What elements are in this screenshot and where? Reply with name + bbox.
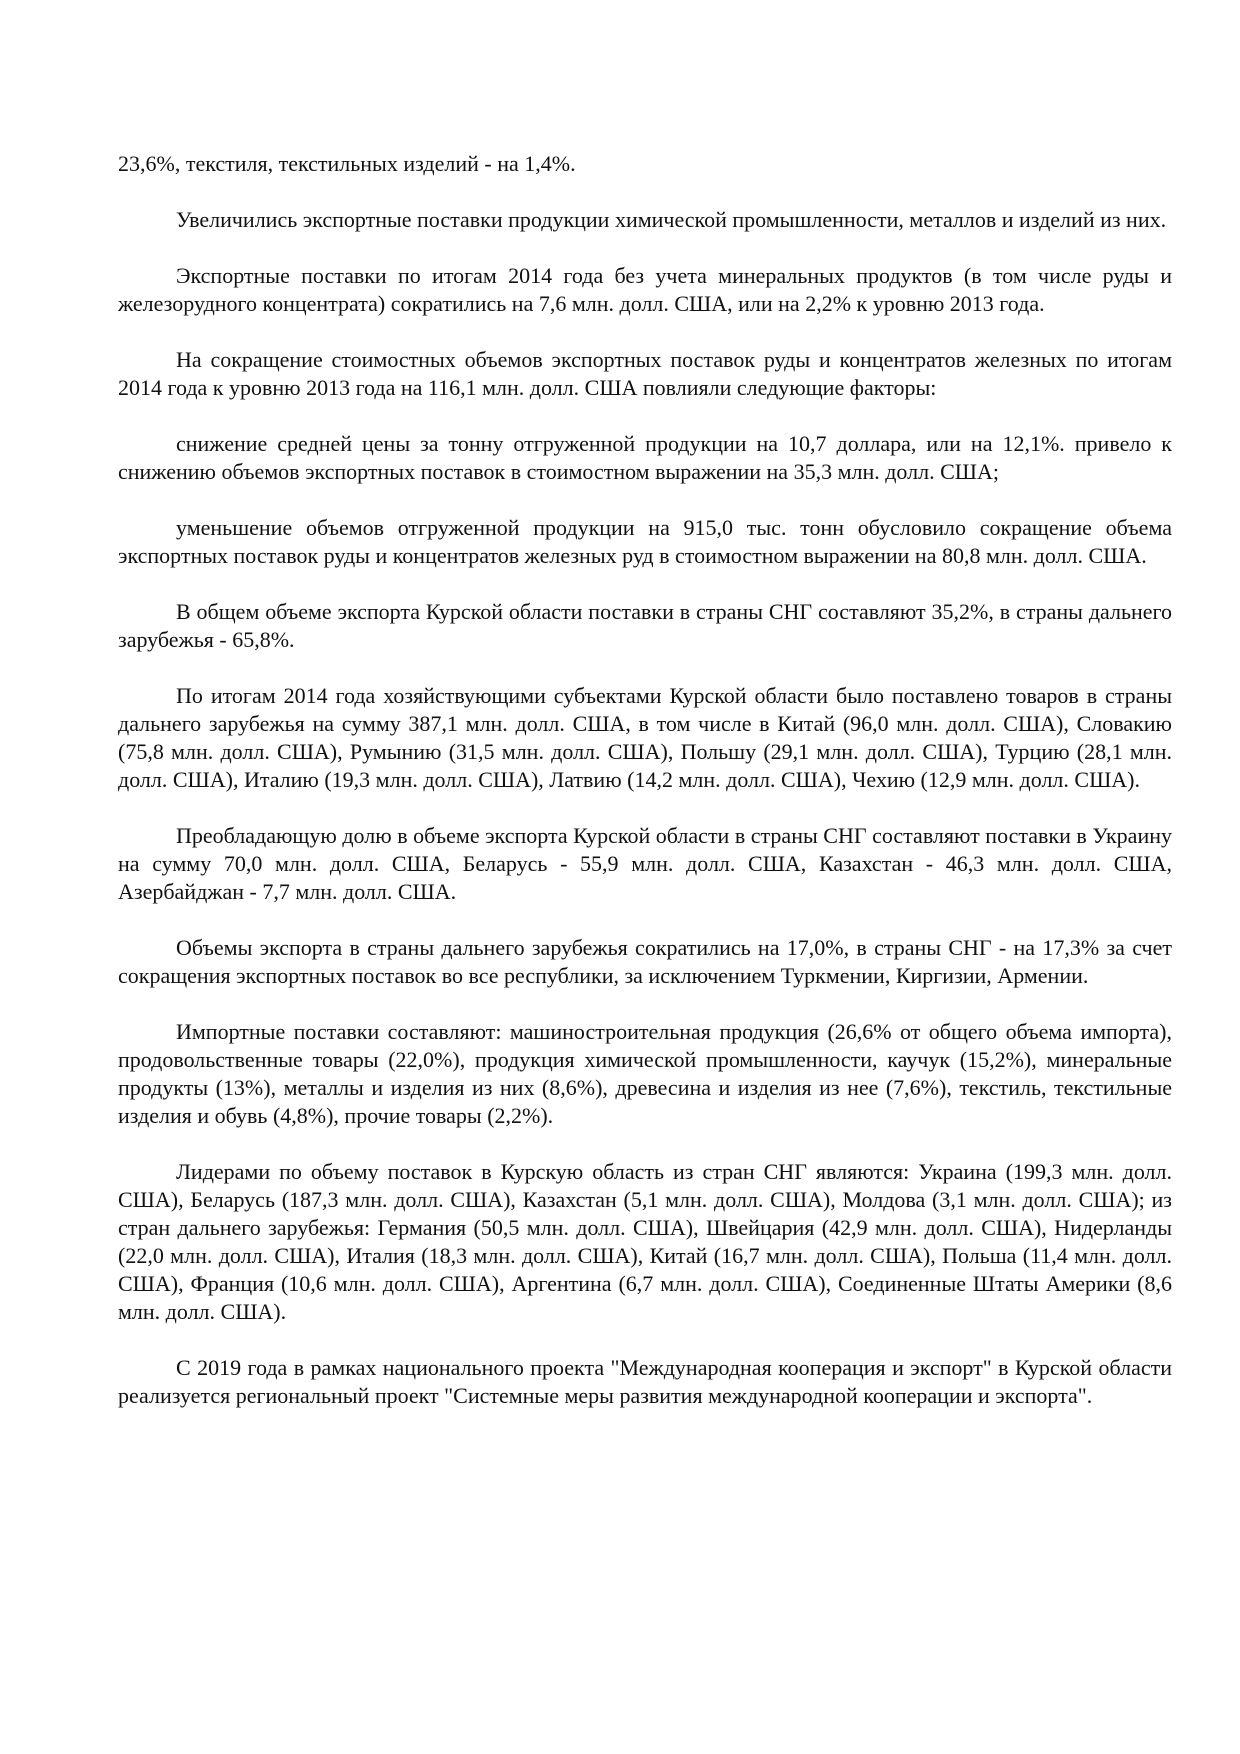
paragraph-export-increase: Увеличились экспортные поставки продукции химической промышленности, металлов и изделий из них. (176, 207, 1167, 232)
paragraph-import-leaders: Лидерами по объему поставок в Курскую область из стран СНГ являются: Украина (199,3 млн. долл. США), Беларусь (187,3 млн. долл. США), Казахстан (5,1 млн. долл. США), Молдова (3,1 млн. долл. США); из стран дальнего зарубежья: Германия (50,5 млн. долл. США), Швейцария (42,9 млн. долл. США), Нидерланды (22,0 млн. долл. США), Италия (18,3 млн. долл. США), Китай (16,7 млн. долл. США), Польша (11,4 млн. долл. США), Франция (10,6 млн. долл. США), Аргентина (6,7 млн. долл. США), Соединенные Штаты Америки (8,6 млн. долл. США). (118, 1159, 1172, 1324)
paragraph-ore-decline-factors: На сокращение стоимостных объемов экспортных поставок руды и концентратов железных по итогам 2014 года к уровню 2013 года на 116,1 млн. долл. США повлияли следующие факторы: (118, 347, 1172, 400)
paragraph-export-excl-minerals: Экспортные поставки по итогам 2014 года без учета минеральных продуктов (в том числе руды и железорудного концентрата) сократились на 7,6 млн. долл. США, или на 2,2% к уровню 2013 года. (118, 263, 1172, 316)
paragraph-export-structure: В общем объеме экспорта Курской области поставки в страны СНГ составляют 35,2%, в страны дальнего зарубежья - 65,8%. (118, 599, 1172, 652)
paragraph-volume-factor: уменьшение объемов отгруженной продукции на 915,0 тыс. тонн обусловило сокращение объема экспортных поставок руды и концентратов железных руд в стоимостном выражении на 80,8 млн. долл. США. (118, 515, 1172, 568)
paragraph-price-factor: снижение средней цены за тонну отгруженной продукции на 10,7 доллара, или на 12,1%. привело к снижению объемов экспортных поставок в стоимостном выражении на 35,3 млн. долл. США; (118, 431, 1172, 484)
paragraph-import-structure: Импортные поставки составляют: машиностроительная продукция (26,6% от общего объема импорта), продовольственные товары (22,0%), продукция химической промышленности, каучук (15,2%), минеральные продукты (13%), металлы и изделия из них (8,6%), древесина и изделия из нее (7,6%), текстиль, текстильные изделия и обувь (4,8%), прочие товары (2,2%). (118, 1019, 1172, 1128)
paragraph-export-decline: Объемы экспорта в страны дальнего зарубежья сократились на 17,0%, в страны СНГ - на 17,3% за счет сокращения экспортных поставок во все республики, за исключением Туркмении, Киргизии, Армении. (118, 935, 1172, 988)
paragraph-national-project: С 2019 года в рамках национального проекта "Международная кооперация и экспорт" в Курской области реализуется региональный проект "Системные меры развития международной кооперации и экспорта". (118, 1355, 1172, 1408)
document-page (118, 150, 1172, 1438)
paragraph-cis-exports: Преобладающую долю в объеме экспорта Курской области в страны СНГ составляют поставки в Украину на сумму 70,0 млн. долл. США, Беларусь - 55,9 млн. долл. США, Казахстан - 46,3 млн. долл. США, Азербайджан - 7,7 млн. долл. США. (118, 823, 1172, 904)
paragraph-continuation: 23,6%, текстиля, текстильных изделий - на 1,4%. (118, 151, 576, 176)
paragraph-far-abroad-exports: По итогам 2014 года хозяйствующими субъектами Курской области было поставлено товаров в страны дальнего зарубежья на сумму 387,1 млн. долл. США, в том числе в Китай (96,0 млн. долл. США), Словакию (75,8 млн. долл. США), Румынию (31,5 млн. долл. США), Польшу (29,1 млн. долл. США), Турцию (28,1 млн. долл. США), Италию (19,3 млн. долл. США), Латвию (14,2 млн. долл. США), Чехию (12,9 млн. долл. США). (118, 683, 1172, 792)
